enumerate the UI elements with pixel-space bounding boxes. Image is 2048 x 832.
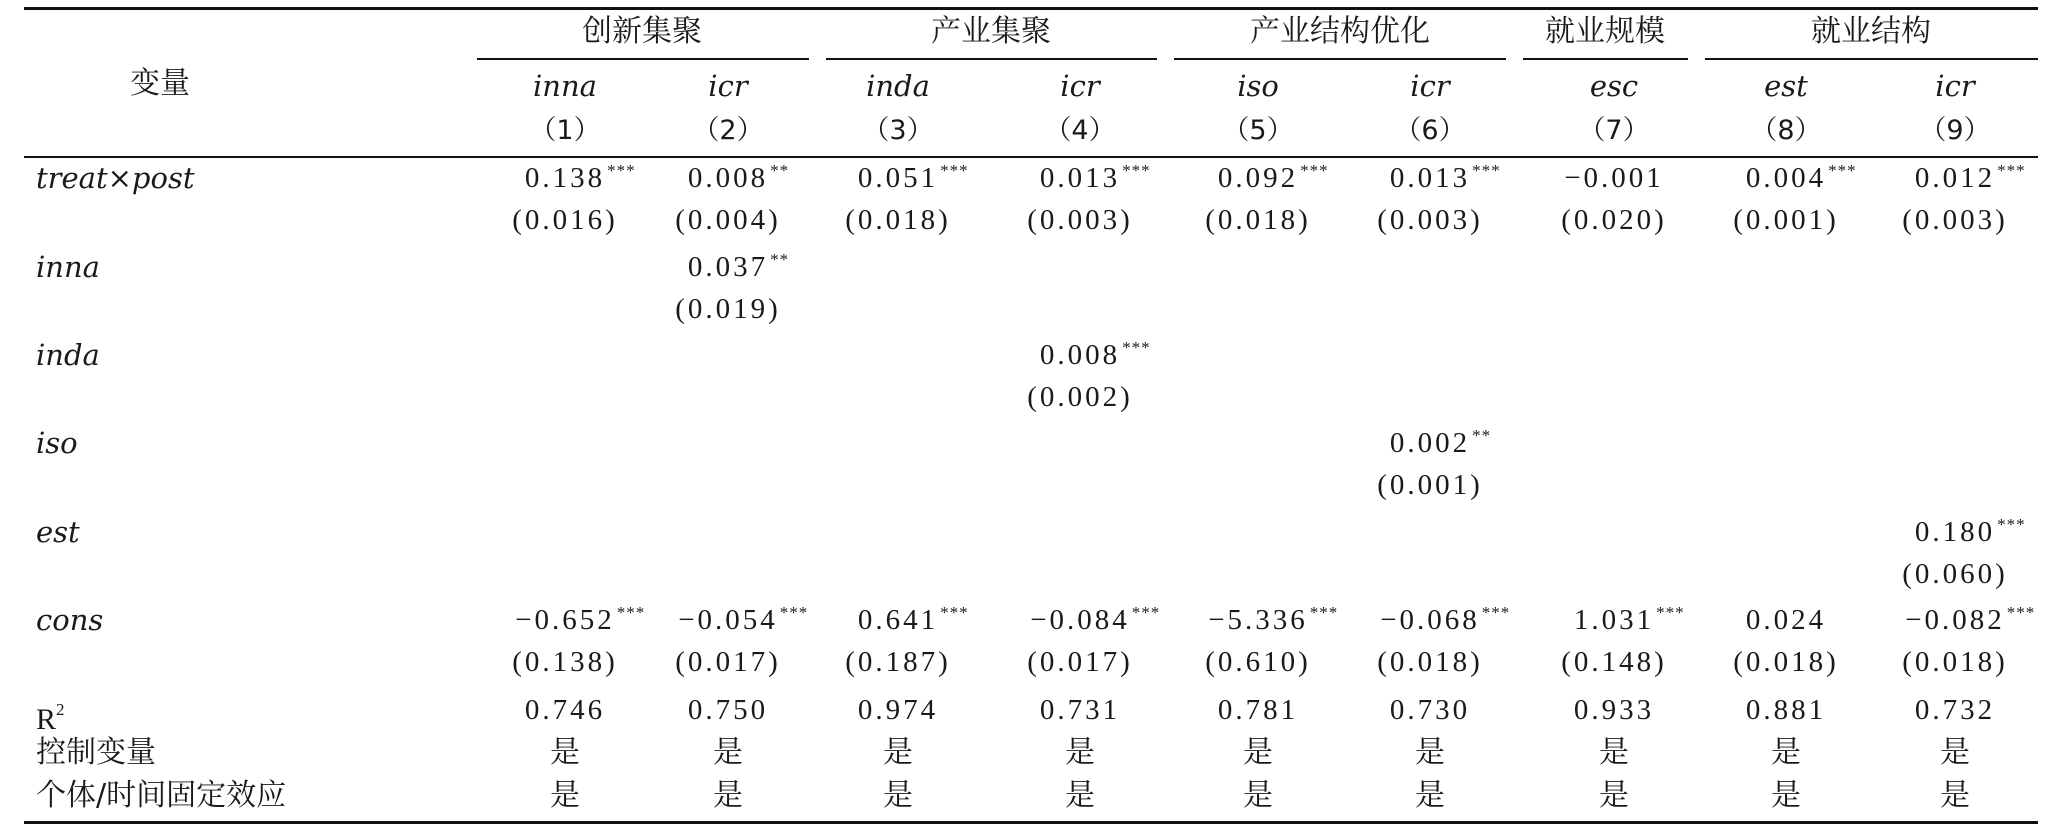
standard-error: (0.148) bbox=[1561, 646, 1667, 678]
group-header: 产业结构优化 bbox=[1250, 14, 1430, 49]
variable-header: 变量 bbox=[130, 66, 190, 101]
coefficient-value: 1.031 bbox=[1573, 604, 1655, 636]
controls-value: 是 bbox=[1243, 735, 1273, 770]
column-number: （7） bbox=[1578, 115, 1650, 146]
group-header: 创新集聚 bbox=[582, 14, 702, 49]
fixed-effects-value: 是 bbox=[1065, 778, 1095, 813]
fixed-effects-value: 是 bbox=[550, 778, 580, 813]
significance-stars: *** bbox=[779, 603, 809, 622]
column-number: （9） bbox=[1919, 115, 1991, 146]
fixed-effects-value: 是 bbox=[883, 778, 913, 813]
coefficient-value: −0.652 bbox=[515, 604, 615, 636]
group-rule-structure bbox=[1174, 58, 1506, 60]
standard-error: (0.610) bbox=[1205, 646, 1311, 678]
controls-value: 是 bbox=[1065, 735, 1095, 770]
standard-error: (0.017) bbox=[1027, 646, 1133, 678]
significance-stars: *** bbox=[1997, 161, 2026, 180]
significance-stars: *** bbox=[1300, 161, 1329, 180]
coefficient-value: 0.641 bbox=[857, 604, 939, 636]
standard-error: (0.187) bbox=[845, 646, 951, 678]
group-header: 产业集聚 bbox=[931, 14, 1051, 49]
significance-stars: ** bbox=[1472, 426, 1492, 445]
coefficient-value: −0.082 bbox=[1905, 604, 2005, 636]
dependent-variable: icr bbox=[1935, 69, 1975, 103]
bottom-rule bbox=[24, 821, 2038, 824]
coefficient-value: 0.002 bbox=[1389, 427, 1471, 459]
controls-label: 控制变量 bbox=[36, 735, 156, 770]
row-label: treat×post bbox=[36, 161, 195, 195]
dependent-variable: esc bbox=[1589, 69, 1639, 103]
significance-stars: *** bbox=[1656, 603, 1685, 622]
dependent-variable: inna bbox=[533, 69, 597, 103]
column-number: （3） bbox=[862, 115, 934, 146]
coefficient-value: −0.054 bbox=[678, 604, 778, 636]
r-squared-value: 0.881 bbox=[1745, 694, 1827, 726]
standard-error: (0.004) bbox=[675, 204, 781, 236]
standard-error: (0.016) bbox=[512, 204, 618, 236]
significance-stars: *** bbox=[1131, 603, 1161, 622]
column-number: （6） bbox=[1394, 115, 1466, 146]
standard-error: (0.018) bbox=[845, 204, 951, 236]
group-header: 就业规模 bbox=[1545, 14, 1665, 49]
coefficient-value: 0.092 bbox=[1217, 162, 1299, 194]
r-squared-superscript: 2 bbox=[56, 700, 65, 719]
coefficient-value: 0.004 bbox=[1745, 162, 1827, 194]
significance-stars: *** bbox=[1309, 603, 1339, 622]
standard-error: (0.019) bbox=[675, 293, 781, 325]
r-squared-value: 0.750 bbox=[687, 694, 769, 726]
standard-error: (0.020) bbox=[1561, 204, 1667, 236]
significance-stars: *** bbox=[616, 603, 646, 622]
r-squared-value: 0.731 bbox=[1039, 694, 1121, 726]
coefficient-value: 0.037 bbox=[687, 251, 769, 283]
coefficient-value: 0.051 bbox=[857, 162, 939, 194]
dependent-variable: icr bbox=[708, 69, 748, 103]
dependent-variable: est bbox=[1764, 69, 1808, 103]
coefficient-value: −0.001 bbox=[1564, 162, 1664, 194]
coefficient-value: 0.013 bbox=[1389, 162, 1471, 194]
controls-value: 是 bbox=[883, 735, 913, 770]
group-rule-emp-scale bbox=[1523, 58, 1688, 60]
coefficient-value: −5.336 bbox=[1208, 604, 1308, 636]
controls-value: 是 bbox=[550, 735, 580, 770]
row-label: iso bbox=[36, 426, 78, 460]
r-squared-value: 0.933 bbox=[1573, 694, 1655, 726]
dependent-variable: iso bbox=[1237, 69, 1279, 103]
group-header: 就业结构 bbox=[1811, 14, 1931, 49]
fixed-effects-value: 是 bbox=[1599, 778, 1629, 813]
coefficient-value: −0.084 bbox=[1030, 604, 1130, 636]
r-squared-label bbox=[36, 692, 65, 738]
standard-error: (0.060) bbox=[1902, 558, 2008, 590]
coefficient-value: 0.013 bbox=[1039, 162, 1121, 194]
coefficient-value: 0.008 bbox=[1039, 339, 1121, 371]
dependent-variable: inda bbox=[866, 69, 930, 103]
standard-error: (0.003) bbox=[1377, 204, 1483, 236]
controls-value: 是 bbox=[1415, 735, 1445, 770]
significance-stars: *** bbox=[940, 161, 969, 180]
fixed-effects-value: 是 bbox=[1940, 778, 1970, 813]
column-number: （8） bbox=[1750, 115, 1822, 146]
significance-stars: *** bbox=[1828, 161, 1857, 180]
coefficient-value: 0.180 bbox=[1914, 516, 1996, 548]
fixed-effects-value: 是 bbox=[1771, 778, 1801, 813]
standard-error: (0.001) bbox=[1377, 469, 1483, 501]
r-squared-value: 0.974 bbox=[857, 694, 939, 726]
controls-value: 是 bbox=[713, 735, 743, 770]
significance-stars: *** bbox=[1472, 161, 1501, 180]
r-squared-value: 0.732 bbox=[1914, 694, 1996, 726]
standard-error: (0.017) bbox=[675, 646, 781, 678]
significance-stars: *** bbox=[1122, 161, 1151, 180]
coefficient-value: 0.024 bbox=[1745, 604, 1827, 636]
coefficient-value: −0.068 bbox=[1380, 604, 1480, 636]
standard-error: (0.018) bbox=[1377, 646, 1483, 678]
controls-value: 是 bbox=[1940, 735, 1970, 770]
significance-stars: *** bbox=[607, 161, 636, 180]
dependent-variable: icr bbox=[1060, 69, 1100, 103]
group-rule-emp-structure bbox=[1705, 58, 2038, 60]
standard-error: (0.002) bbox=[1027, 381, 1133, 413]
fixed-effects-value: 是 bbox=[1415, 778, 1445, 813]
group-rule-industry bbox=[826, 58, 1157, 60]
standard-error: (0.001) bbox=[1733, 204, 1839, 236]
fixed-effects-value: 是 bbox=[713, 778, 743, 813]
coefficient-value: 0.138 bbox=[524, 162, 606, 194]
row-label: est bbox=[36, 515, 80, 549]
standard-error: (0.003) bbox=[1902, 204, 2008, 236]
column-number: （1） bbox=[529, 115, 601, 146]
significance-stars: ** bbox=[770, 161, 790, 180]
significance-stars: *** bbox=[2006, 603, 2036, 622]
standard-error: (0.018) bbox=[1902, 646, 2008, 678]
row-label: inda bbox=[36, 338, 100, 372]
fixed-effects-value: 是 bbox=[1243, 778, 1273, 813]
column-number: （2） bbox=[692, 115, 764, 146]
header-rule bbox=[24, 156, 2038, 158]
row-label: inna bbox=[36, 250, 100, 284]
controls-value: 是 bbox=[1599, 735, 1629, 770]
standard-error: (0.018) bbox=[1733, 646, 1839, 678]
coefficient-value: 0.008 bbox=[687, 162, 769, 194]
dependent-variable: icr bbox=[1410, 69, 1450, 103]
standard-error: (0.018) bbox=[1205, 204, 1311, 236]
fixed-effects-label: 个体/时间固定效应 bbox=[36, 778, 287, 813]
r-squared-value: 0.730 bbox=[1389, 694, 1471, 726]
significance-stars: *** bbox=[1997, 515, 2026, 534]
controls-value: 是 bbox=[1771, 735, 1801, 770]
standard-error: (0.003) bbox=[1027, 204, 1133, 236]
significance-stars: *** bbox=[1481, 603, 1511, 622]
significance-stars: *** bbox=[940, 603, 969, 622]
standard-error: (0.138) bbox=[512, 646, 618, 678]
significance-stars: *** bbox=[1122, 338, 1151, 357]
r-squared-value: 0.746 bbox=[524, 694, 606, 726]
row-label: cons bbox=[36, 603, 104, 637]
top-rule bbox=[24, 7, 2038, 10]
coefficient-value: 0.012 bbox=[1914, 162, 1996, 194]
column-number: （5） bbox=[1222, 115, 1294, 146]
significance-stars: ** bbox=[770, 250, 790, 269]
group-rule-innovation bbox=[477, 58, 809, 60]
column-number: （4） bbox=[1044, 115, 1116, 146]
r-squared-value: 0.781 bbox=[1217, 694, 1299, 726]
r-squared-letter: R bbox=[36, 703, 57, 736]
